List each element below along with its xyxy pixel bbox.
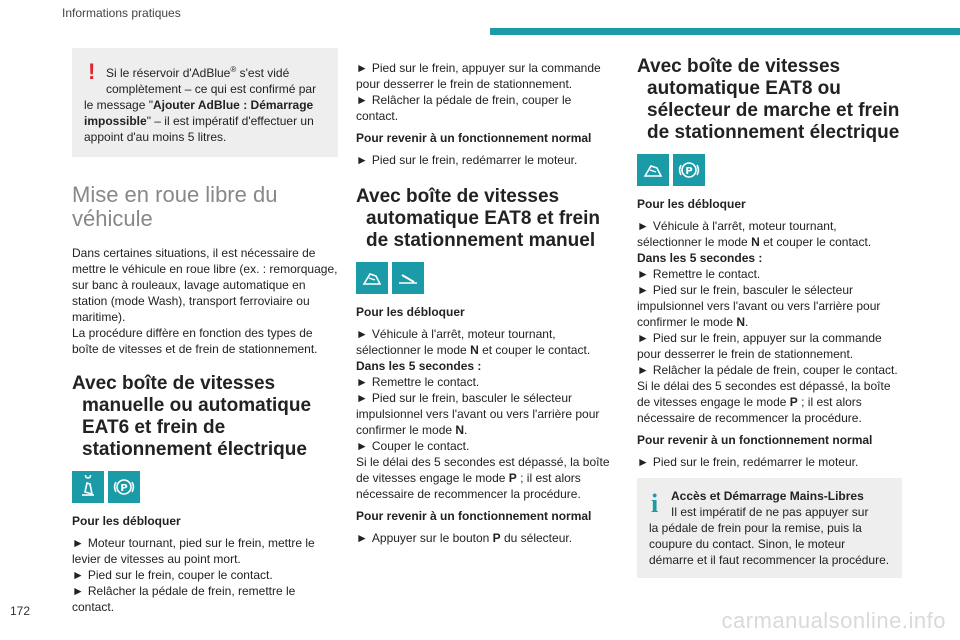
heading-eat8-manual-brake <box>350 186 614 252</box>
heading-rest: manuelle ou automatique EAT6 et frein de stationnement électrique <box>82 395 312 460</box>
info-rest: la pédale de frein pour la remise, puis la coupure du contact. Sinon, le moteur démarre et il faut recommencer la procédure. <box>649 521 890 567</box>
step-item: ► Relâcher la pédale de frein, remettre le contact. <box>72 584 296 614</box>
icon-row <box>356 262 614 294</box>
header-accent-bar <box>490 28 960 35</box>
step-item: ► Relâcher la pédale de frein, couper le contact. <box>356 93 572 123</box>
intro-paragraph: Dans certaines situations, il est nécessaire de mettre le véhicule en roue libre (ex. : remorquage, sur banc à rouleaux, lavage automatique en station (mode Wash), transport ferroviaire ou maritime). <box>72 246 338 324</box>
info-box <box>637 478 902 578</box>
warning-box <box>72 48 338 157</box>
heading-line-1: Avec boîte de vitesses <box>356 186 560 207</box>
warning-line-1: Si le réservoir d'AdBlue® s'est vidé <box>106 65 290 80</box>
info-line-1: Il est impératif de ne pas appuyer sur <box>671 505 869 519</box>
warning-exclamation-icon: ! <box>88 59 96 84</box>
step-item: ► Pied sur le frein, redémarrer le moteur. <box>637 455 859 469</box>
column-2 <box>356 44 614 546</box>
heading-rest: automatique EAT8 ou sélecteur de marche et frein de stationnement électrique <box>647 78 900 143</box>
heading-eat8-electric-brake <box>631 56 902 144</box>
icon-row <box>637 154 902 186</box>
step-item: ► Pied sur le frein, basculer le sélecteur impulsionnel vers l'avant ou vers l'arrière pour confirmer le mode N. <box>637 283 881 329</box>
page-number: 172 <box>10 604 31 618</box>
step-item: ► Relâcher la pédale de frein, couper le contact. <box>637 363 898 377</box>
unlock-label: Pour les débloquer <box>637 197 746 211</box>
return-label: Pour revenir à un fonctionnement normal <box>637 433 873 447</box>
info-title: Accès et Démarrage Mains-Libres <box>671 489 864 503</box>
manual-parking-brake-icon <box>392 262 424 294</box>
gear-selector-icon <box>637 154 669 186</box>
icon-row <box>72 471 338 503</box>
electric-parking-brake-icon <box>108 471 140 503</box>
info-icon: i <box>651 489 659 518</box>
delay-note: Si le délai des 5 secondes est dépassé, la boîte de vitesses engage le mode P ; il est alors nécessaire de recommencer la procédure. <box>637 379 891 425</box>
step-item: ► Moteur tournant, pied sur le frein, mettre le levier de vitesses au point mort. <box>72 536 315 566</box>
step-item: ► Pied sur le frein, basculer le sélecteur impulsionnel vers l'avant ou vers l'arrière pour confirmer le mode N. <box>356 391 600 437</box>
section-title: Mise en roue libre du véhicule <box>72 182 278 231</box>
heading-rest: automatique EAT8 et frein de stationnement manuel <box>366 208 601 251</box>
step-item: ► Appuyer sur le bouton P du sélecteur. <box>356 531 573 545</box>
step-item: ► Véhicule à l'arrêt, moteur tournant, sélectionner le mode N et couper le contact. <box>637 219 872 249</box>
intro-paragraph-2: La procédure diffère en fonction des types de boîte de vitesses et de frein de stationnement. <box>72 326 318 356</box>
warning-line-3: le message "Ajouter AdBlue : Démarrage impossible" – il est impératif d'effectuer un appoint d'au moins 5 litres. <box>84 98 314 144</box>
return-label: Pour revenir à un fonctionnement normal <box>356 131 592 145</box>
step-item: ► Pied sur le frein, couper le contact. <box>72 568 273 582</box>
step-item: ► Pied sur le frein, appuyer sur la commande pour desserrer le frein de stationnement. <box>356 61 601 91</box>
within-label: Dans les 5 secondes : <box>637 251 763 265</box>
delay-note: Si le délai des 5 secondes est dépassé, la boîte de vitesses engage le mode P ; il est alors nécessaire de recommencer la procédure. <box>356 455 610 501</box>
heading-manual-eat6 <box>66 373 338 461</box>
heading-line-1: Avec boîte de vitesses <box>637 56 841 77</box>
svg-text:P: P <box>120 483 128 494</box>
step-item: ► Remettre le contact. <box>356 375 480 389</box>
heading-line-1: Avec boîte de vitesses <box>72 373 276 394</box>
unlock-label: Pour les débloquer <box>72 514 181 528</box>
gear-selector-icon <box>356 262 388 294</box>
unlock-label: Pour les débloquer <box>356 305 465 319</box>
watermark: carmanualsonline.info <box>721 608 946 633</box>
gear-lever-icon <box>72 471 104 503</box>
step-item: ► Remettre le contact. <box>637 267 761 281</box>
running-header: Informations pratiques <box>62 6 181 20</box>
return-label: Pour revenir à un fonctionnement normal <box>356 509 592 523</box>
step-item: ► Pied sur le frein, redémarrer le moteur. <box>356 153 578 167</box>
svg-text:P: P <box>685 166 693 177</box>
column-1 <box>72 44 338 615</box>
step-item: ► Pied sur le frein, appuyer sur la commande pour desserrer le frein de stationnement. <box>637 331 882 361</box>
electric-parking-brake-icon <box>673 154 705 186</box>
step-item: ► Véhicule à l'arrêt, moteur tournant, sélectionner le mode N et couper le contact. <box>356 327 591 357</box>
warning-line-2: complètement – ce qui est confirmé par <box>106 82 317 96</box>
column-3 <box>637 44 902 578</box>
step-item: ► Couper le contact. <box>356 439 470 453</box>
within-label: Dans les 5 secondes : <box>356 359 482 373</box>
